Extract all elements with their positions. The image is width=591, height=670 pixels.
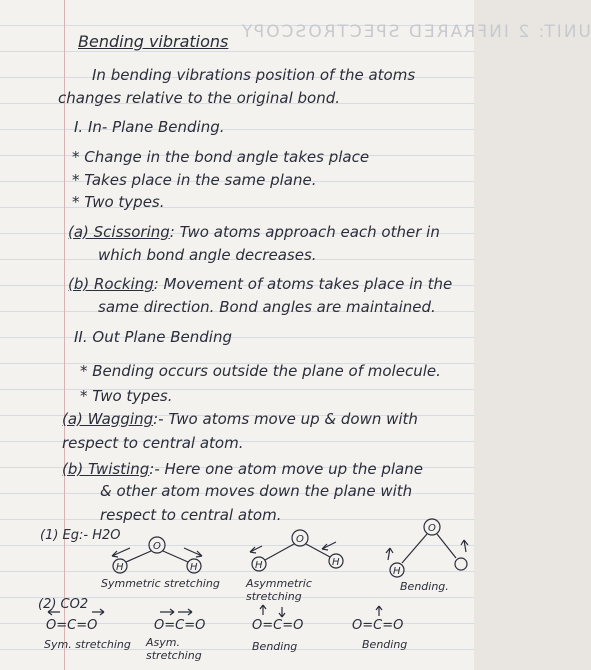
arrow-icon	[160, 609, 174, 615]
co2-caption-bending-1: Bending	[252, 640, 298, 653]
arrow-icon	[112, 548, 130, 557]
oxygen-symbol: O	[428, 523, 436, 534]
co2-caption-bending-2: Bending	[362, 638, 408, 651]
h2o-caption-symmetric: Symmetric stretching	[101, 577, 220, 590]
wagging-text: :- Two atoms move up & down with	[153, 410, 418, 428]
bond-line	[437, 534, 456, 558]
section-2-title: II. Out Plane Bending	[74, 328, 232, 346]
heading: Bending vibrations	[78, 32, 229, 51]
twisting-text: :- Here one atom move up the plane	[149, 460, 423, 478]
h2o-example-label: (1) Eg:- H2O	[40, 528, 121, 543]
wagging-label: (a) Wagging	[62, 410, 154, 428]
h2o-symmetric-stretch-diagram	[112, 537, 202, 573]
hydrogen-symbol: H	[190, 562, 198, 573]
hydrogen-symbol: H	[332, 557, 340, 568]
rocking-text: : Movement of atoms takes place in the	[153, 275, 453, 293]
rocking-label: (b) Rocking	[68, 275, 154, 293]
arrow-icon	[461, 540, 468, 552]
arrow-icon	[279, 607, 285, 617]
rocking-line-2: same direction. Bond angles are maintained.	[98, 298, 436, 316]
co2-example-label: (2) CO2	[38, 597, 89, 612]
twisting-line-3: respect to central atom.	[100, 506, 282, 524]
section-1-bullet-3: * Two types.	[72, 193, 165, 211]
h2o-caption-bending: Bending.	[400, 580, 449, 593]
arrow-icon	[250, 546, 262, 553]
section-2-bullet-2: * Two types.	[80, 387, 173, 405]
arrow-icon	[178, 609, 192, 615]
bleed-through-watermark: UNIT: 2 INFRARED SPECTROSCOPY	[240, 22, 591, 42]
wagging-line-2: respect to central atom.	[62, 434, 244, 452]
co2-molecule-2: O=C=O	[154, 618, 206, 633]
co2-molecule-1: O=C=O	[46, 618, 98, 633]
co2-molecule-4: O=C=O	[352, 618, 404, 633]
co2-arrows	[48, 605, 382, 617]
arrow-icon	[376, 606, 382, 616]
h2o-caption-asymmetric: Asymmetric stretching	[246, 577, 312, 603]
scissoring-line-2: which bond angle decreases.	[98, 246, 317, 264]
arrow-icon	[260, 605, 266, 615]
hydrogen-symbol: H	[255, 560, 263, 571]
arrow-icon	[322, 542, 336, 550]
bond-line	[126, 551, 151, 562]
twisting-label: (b) Twisting	[62, 460, 150, 478]
h2o-bending-diagram	[386, 519, 468, 577]
hydrogen-symbol: H	[116, 562, 124, 573]
scissoring-label: (a) Scissoring	[68, 223, 170, 241]
h2o-asymmetric-stretch-diagram	[250, 530, 343, 571]
twisting-line-2: & other atom moves down the plane with	[100, 482, 413, 500]
section-1-title: I. In- Plane Bending.	[74, 118, 225, 136]
hydrogen-symbol: H	[393, 566, 401, 577]
oxygen-symbol: O	[153, 541, 161, 552]
scissoring-text: : Two atoms approach each other in	[169, 223, 440, 241]
section-1-bullet-2: * Takes place in the same plane.	[72, 171, 317, 189]
co2-molecule-3: O=C=O	[252, 618, 304, 633]
hydrogen-atom	[455, 558, 467, 570]
section-2-bullet-1: * Bending occurs outside the plane of molecule.	[80, 362, 441, 380]
intro-line-1: In bending vibrations position of the atoms	[92, 66, 416, 84]
section-1-bullet-1: * Change in the bond angle takes place	[72, 148, 370, 166]
bond-line	[265, 544, 294, 560]
arrow-icon	[92, 609, 104, 615]
bond-line	[163, 551, 188, 562]
co2-caption-sym: Sym. stretching	[44, 638, 131, 651]
intro-line-2: changes relative to the original bond.	[58, 89, 341, 107]
bond-line	[306, 544, 330, 557]
bond-line	[402, 534, 427, 563]
co2-caption-asym: Asym. stretching	[146, 636, 202, 662]
arrow-icon	[386, 548, 393, 560]
arrow-icon	[184, 548, 202, 557]
oxygen-symbol: O	[296, 534, 304, 545]
